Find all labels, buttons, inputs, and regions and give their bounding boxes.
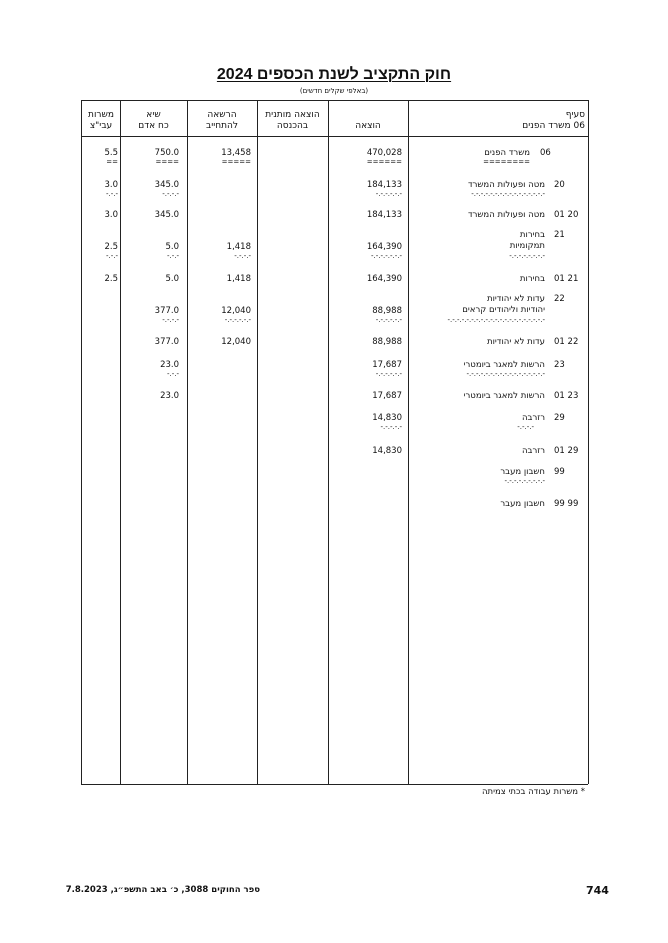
row-peak-manpower: 23.0 <box>160 391 179 401</box>
row-section-name: הרשות למאגר ביומטרי <box>463 360 545 370</box>
row-peak-manpower: 750.0 <box>154 148 179 158</box>
header-commitment-authority: הרשאה להתחייב <box>205 110 239 131</box>
row-section-name: בחירות <box>519 230 545 240</box>
column-divider <box>120 100 121 784</box>
row-section-name: עדות לא יהודיות <box>487 294 545 304</box>
row-section-code: 99 <box>554 467 565 477</box>
row-section-name: יהודיות וליהודים קראים <box>462 305 545 315</box>
row-peak-manpower: 5.0 <box>165 242 179 252</box>
row-commitment: 1,418 <box>226 274 251 284</box>
row-separator: -.-.-.-.-.- <box>224 316 251 324</box>
column-divider <box>328 100 329 784</box>
row-section-name: עדות לא יהודיות <box>487 337 545 347</box>
row-section-code: 29 01 <box>554 446 579 456</box>
row-section-code: 20 01 <box>554 210 579 220</box>
header-peak-manpower: שיא כח אדם <box>138 110 169 131</box>
row-section-name: בחירות <box>519 274 545 284</box>
row-commitment: 1,418 <box>226 242 251 252</box>
page-number: 744 <box>586 884 609 897</box>
footnote: * משרות עבודה בכתי צמיתה <box>481 787 585 797</box>
row-separator: == <box>106 158 118 166</box>
row-separator: -.-.- <box>105 190 118 198</box>
row-section-name: תמקומיות <box>509 241 545 251</box>
row-section-code: 29 <box>554 413 565 423</box>
row-section-code: 23 01 <box>554 391 579 401</box>
row-separator: ===== <box>221 158 251 166</box>
header-conditional-expense: הוצאה מותנית בהכנסה <box>265 110 320 131</box>
row-separator: -.-.- <box>105 252 118 260</box>
column-divider <box>81 100 82 784</box>
row-separator: -.-.-.-.-.-.-.-.-.-.-.-.-.-.-.- <box>471 190 545 198</box>
row-separator: -.-.-.- <box>517 423 534 431</box>
row-section-name: מטה ופעולות המשרד <box>467 210 545 220</box>
row-separator: -.-.-.-.-.- <box>375 190 402 198</box>
row-expense: 470,028 <box>366 148 402 158</box>
row-section-code: 22 01 <box>554 337 579 347</box>
row-section-code: 06 <box>540 148 551 158</box>
header-section: סעיף 06 משרד הפנים <box>522 110 585 131</box>
footer-citation: ספר החוקים 3088, כ׳ באב התשפ״ג, 7.8.2023 <box>65 885 260 895</box>
row-expense: 88,988 <box>372 337 402 347</box>
row-separator: -.-.-.-.- <box>380 423 402 431</box>
row-section-name: חשבון מעבר <box>500 499 545 509</box>
table-top-border <box>81 100 588 101</box>
row-peak-manpower: 23.0 <box>160 360 179 370</box>
row-commitment: 12,040 <box>221 337 251 347</box>
row-section-code: 99 99 <box>554 499 579 509</box>
row-separator: -.-.-.-.-.- <box>375 316 402 324</box>
table-header-border <box>81 136 588 137</box>
row-separator: -.-.-.-.-.-.-.- <box>509 252 545 260</box>
row-jobs: 3.0 <box>104 210 118 220</box>
row-section-name: חשבון מעבר <box>500 467 545 477</box>
table-bottom-border <box>81 784 588 785</box>
row-expense: 14,830 <box>372 446 402 456</box>
row-peak-manpower: 345.0 <box>154 180 179 190</box>
row-commitment: 12,040 <box>221 306 251 316</box>
row-separator: -.-.-.-.-.- <box>375 370 402 378</box>
row-peak-manpower: 5.0 <box>165 274 179 284</box>
row-peak-manpower: 377.0 <box>154 306 179 316</box>
document-title: חוק התקציב לשנת הכספים 2024 <box>216 66 452 83</box>
row-separator: ====== <box>366 158 402 166</box>
row-separator: -.-.-.- <box>162 316 179 324</box>
column-divider <box>257 100 258 784</box>
row-separator: ==== <box>155 158 179 166</box>
row-section-code: 21 <box>554 230 565 240</box>
row-jobs: 3.0 <box>104 180 118 190</box>
row-separator: -.-.- <box>166 252 179 260</box>
row-separator: -.-.-.- <box>162 190 179 198</box>
row-jobs: 5.5 <box>104 148 118 158</box>
row-jobs: 2.5 <box>104 274 118 284</box>
document-subtitle: (באלפי שקלים חדשים) <box>299 87 369 95</box>
row-separator: ======== <box>483 158 530 166</box>
row-section-code: 23 <box>554 360 565 370</box>
header-jobs: משרות עבי"צ <box>88 110 114 131</box>
row-separator: -.-.-.-.-.-.- <box>370 252 402 260</box>
row-expense: 17,687 <box>372 391 402 401</box>
row-section-name: הרשות למאגר ביומטרי <box>463 391 545 401</box>
row-expense: 164,390 <box>366 274 402 284</box>
row-separator: -.-.-.-.-.-.-.-.- <box>504 477 545 485</box>
row-separator: -.-.- <box>166 370 179 378</box>
row-commitment: 13,458 <box>221 148 251 158</box>
row-section-name: רזרבה <box>521 413 545 423</box>
row-section-code: 22 <box>554 294 565 304</box>
row-expense: 184,133 <box>366 210 402 220</box>
row-expense: 88,988 <box>372 306 402 316</box>
row-section-name: רזרבה <box>521 446 545 456</box>
row-separator: -.-.-.-.-.-.-.-.-.-.-.-.-.-.-.-.- <box>466 370 545 378</box>
row-peak-manpower: 345.0 <box>154 210 179 220</box>
row-separator: -.-.-.- <box>234 252 251 260</box>
row-expense: 17,687 <box>372 360 402 370</box>
row-section-code: 20 <box>554 180 565 190</box>
header-expense: הוצאה <box>355 121 381 131</box>
row-section-name: משרד הפנים <box>484 148 530 158</box>
row-separator: -.-.-.-.-.-.-.-.-.-.-.-.-.-.-.-.-.-.-.-.- <box>447 316 545 324</box>
row-expense: 184,133 <box>366 180 402 190</box>
row-expense: 14,830 <box>372 413 402 423</box>
column-divider <box>588 100 589 784</box>
row-expense: 164,390 <box>366 242 402 252</box>
column-divider <box>187 100 188 784</box>
row-section-name: מטה ופעולות המשרד <box>467 180 545 190</box>
row-peak-manpower: 377.0 <box>154 337 179 347</box>
row-jobs: 2.5 <box>104 242 118 252</box>
column-divider <box>408 100 409 784</box>
row-section-code: 21 01 <box>554 274 579 284</box>
